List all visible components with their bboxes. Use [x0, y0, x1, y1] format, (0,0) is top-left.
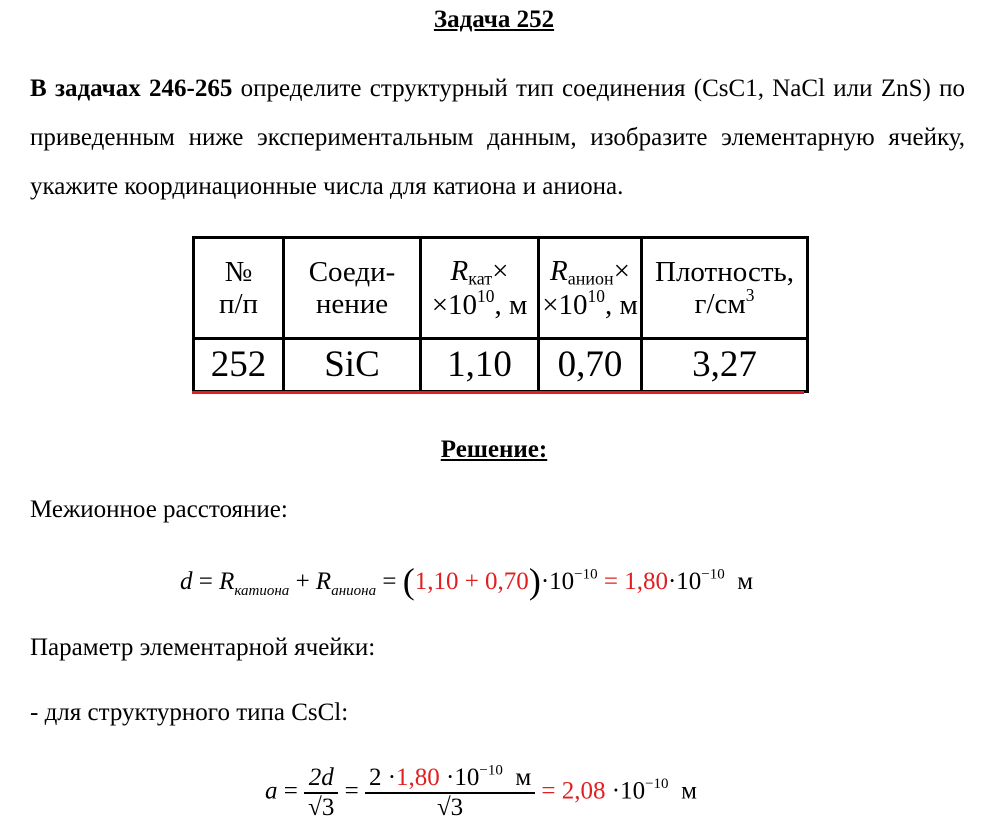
header-density: Плотность, $г/см^3$ [642, 238, 808, 339]
cscl-label: - для структурного типа CsCl: [30, 699, 349, 726]
solution-heading: Решение: [440, 436, 548, 463]
table-row [194, 339, 808, 392]
task-text: определите структурный тип соединения (CsC1, NaCl или ZnS) по приведенным ниже экспериментальным данным, изобразите элементарную ячейку, укажите координационные числа для катиона и аниона. [30, 75, 965, 200]
header-compound: Соеди- нение [284, 238, 421, 339]
task-range: В задачах 246-265 [30, 75, 233, 102]
interionic-label: Межионное расстояние: [30, 496, 288, 523]
cell-number: 252 [194, 339, 284, 392]
header-r-cation: $R_{кат}\times$ $\times 10^{10}$, м [421, 238, 539, 339]
fraction-2d-sqrt3: $\frac{2d}{√3}$ [304, 764, 338, 822]
header-number: № п/п [194, 238, 284, 339]
cell-compound: SiC [284, 339, 421, 392]
cell-r-cation: 1,10 [421, 339, 539, 392]
cell-r-anion: 0,70 [539, 339, 642, 392]
header-r-anion: $R_{анион}\times$ $\times 10^{10}$, м [539, 238, 642, 339]
fraction-numeric: $\frac{2 \cdot 1,80 \cdot 10^{-10} м}{√3}$ [365, 764, 535, 822]
table-header-row [194, 238, 808, 339]
cell-density: 3,27 [642, 339, 808, 392]
task-title: Задача 252 [433, 6, 555, 33]
problem-statement [30, 64, 965, 211]
table-underline [192, 391, 804, 394]
data-table [192, 236, 809, 393]
formula-distance: $d = R_{катиона} + R_{аниона} = (1,10 + 0,70)\cdot 10^{-10} = 1,80\cdot 10^{-10}$ м [180, 561, 754, 601]
cell-param-label: Параметр элементарной ячейки: [30, 634, 376, 661]
formula-cscl: a = $\frac{2d}{√3}$ = $\frac{2 \cdot 1,80 \cdot 10^{-10} м}{√3}$ = $2,08 \cdot 10^{-10}$ м [265, 762, 697, 821]
